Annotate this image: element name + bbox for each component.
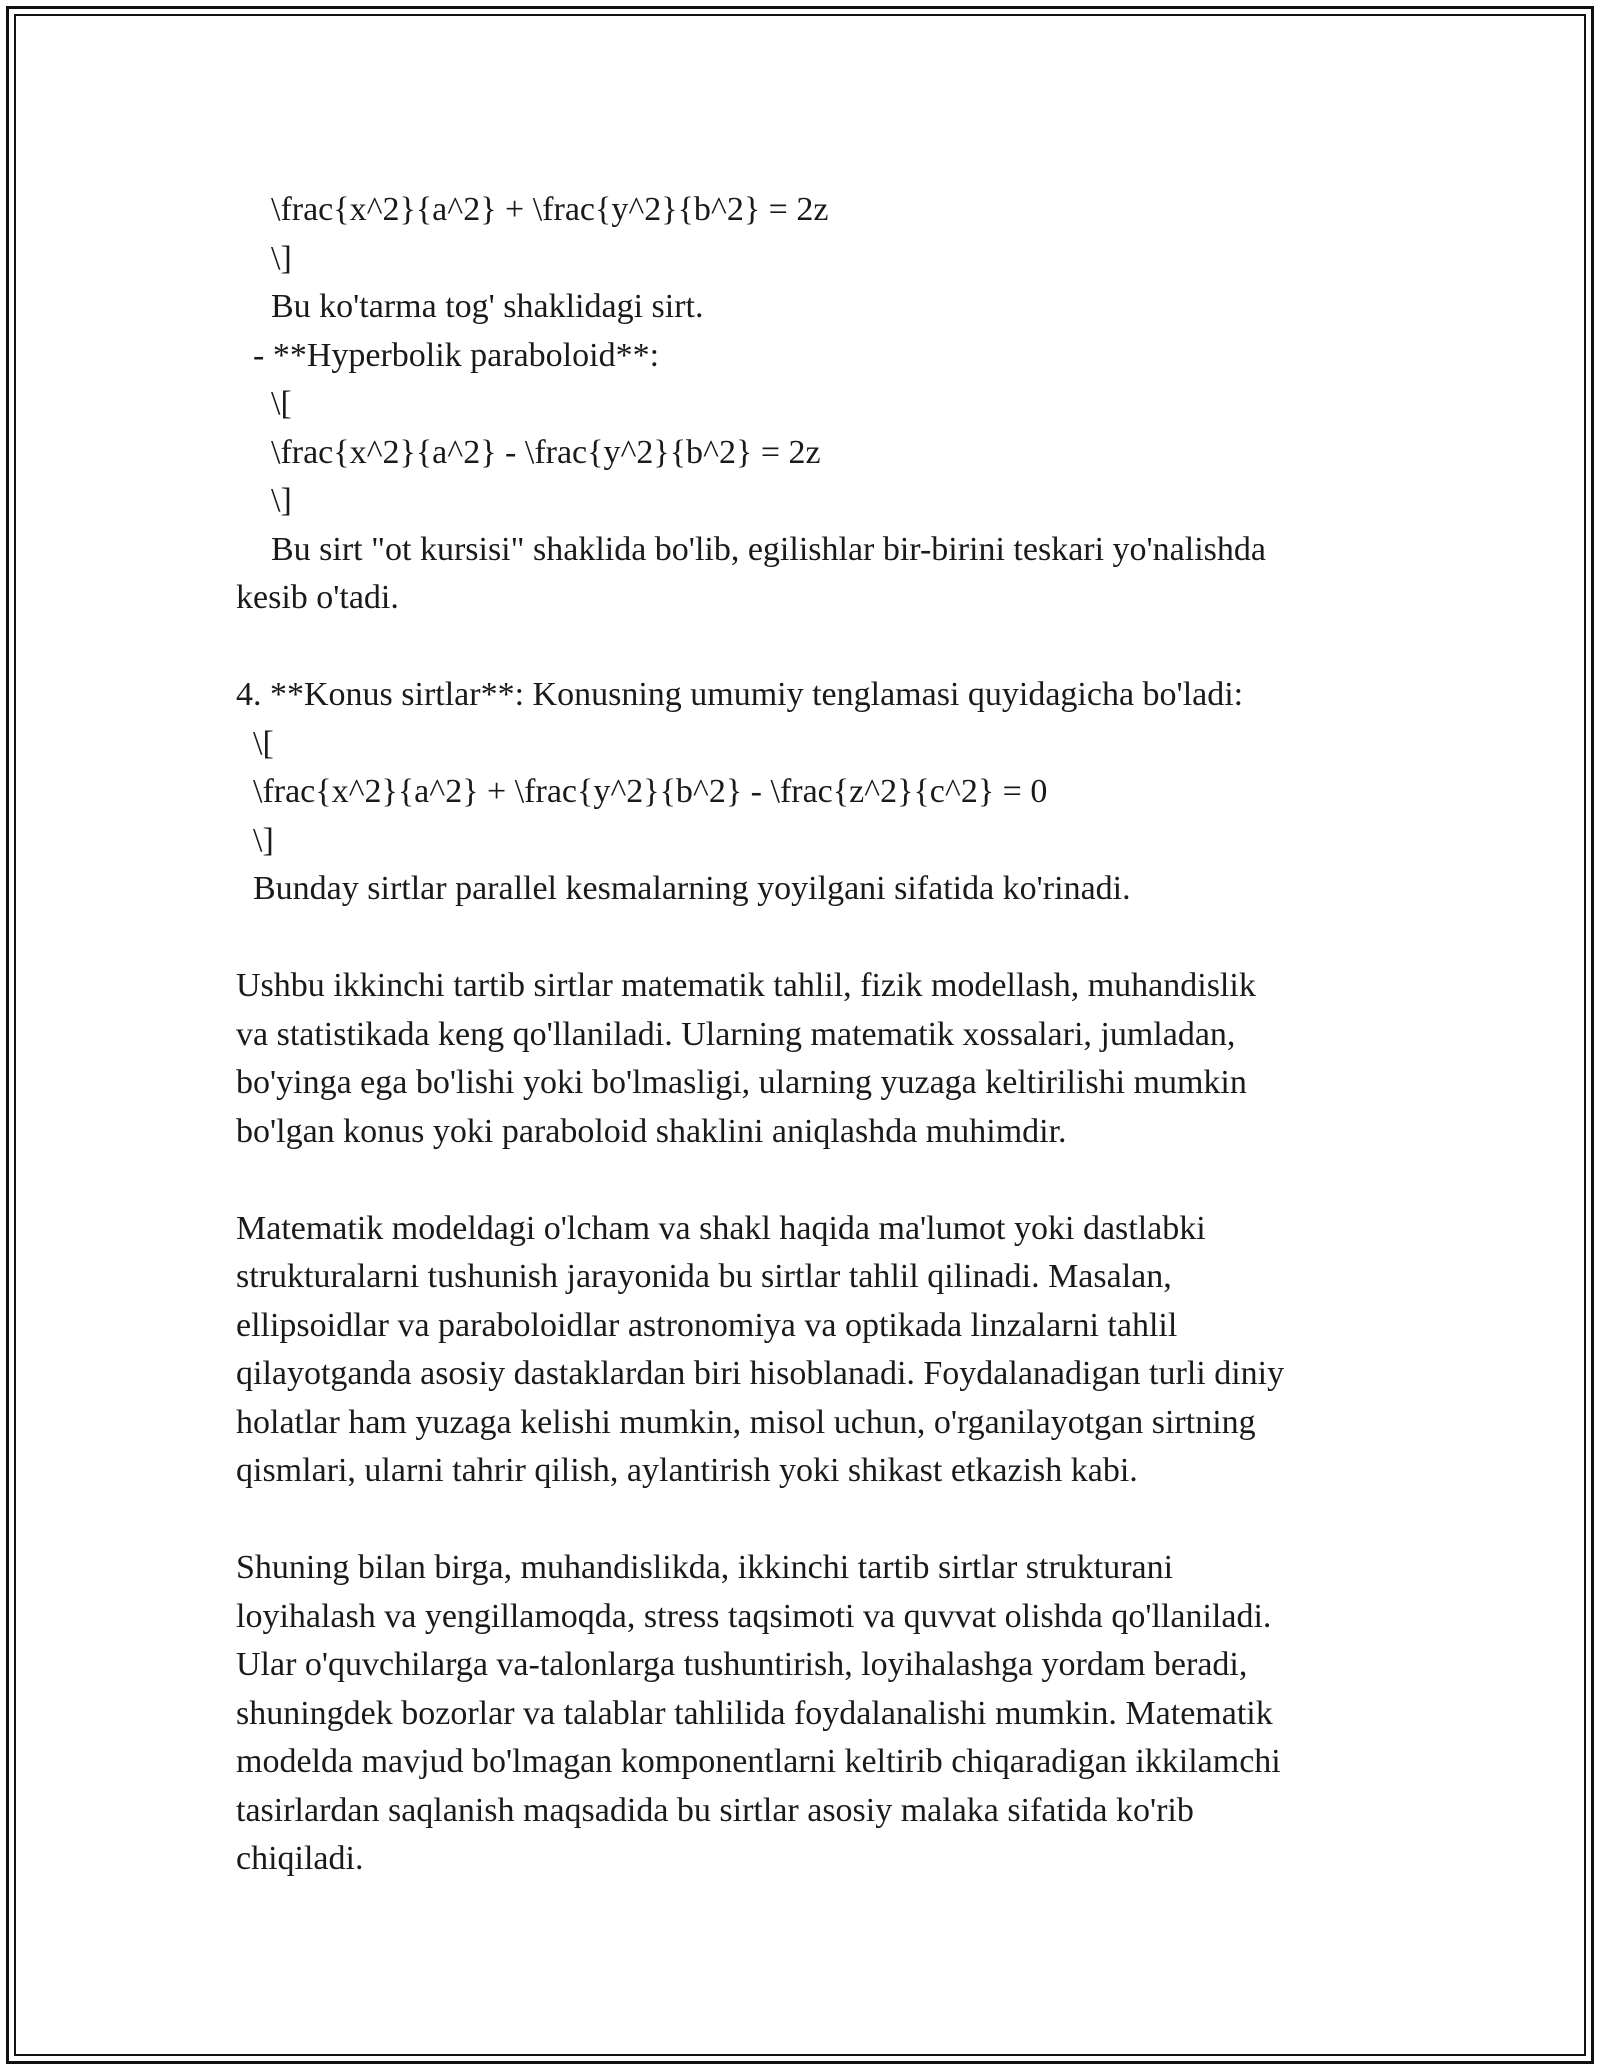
elliptic-paraboloid-description: Bu ko'tarma tog' shaklidagi sirt. <box>271 288 704 325</box>
paragraph-line: bo'yinga ega bo'lishi yoki bo'lmasligi, ularning yuzaga keltirilishi mumkin <box>236 1064 1247 1101</box>
paragraph-engineering <box>236 1544 1386 1884</box>
paragraph-model-analysis <box>236 1205 1386 1496</box>
hyperbolic-paraboloid-formula: \frac{x^2}{a^2} - \frac{y^2}{b^2} = 2z <box>271 433 821 471</box>
paragraph-line: Matematik modeldagi o'lcham va shakl haqida ma'lumot yoki dastlabki <box>236 1209 1206 1247</box>
cone-formula: \frac{x^2}{a^2} + \frac{y^2}{b^2} - \frac{z^2}{c^2} = 0 <box>253 773 1048 810</box>
paragraph-line: bo'lgan konus yoki paraboloid shaklini aniqlashda muhimdir. <box>236 1112 1067 1150</box>
paragraph-line: chiqiladi. <box>236 1840 364 1877</box>
paragraph-line: ellipsoidlar va paraboloidlar astronomiya va optikada linzalarni tahlil <box>236 1306 1178 1344</box>
spacer <box>236 1156 1386 1205</box>
paragraph-line: modelda mavjud bo'lmagan komponentlarni keltirib chiqaradigan ikkilamchi <box>236 1743 1281 1780</box>
paragraph-line: tasirlardan saqlanish maqsadida bu sirtlar asosiy malaka sifatida ko'rib <box>236 1791 1194 1829</box>
cone-description: Bunday sirtlar parallel kesmalarning yoyilgani sifatida ko'rinadi. <box>253 870 1131 907</box>
paragraph-line: strukturalarni tushunish jarayonida bu sirtlar tahlil qilinadi. Masalan, <box>236 1258 1172 1295</box>
paragraph-line: Shuning bilan birga, muhandislikda, ikkinchi tartib sirtlar strukturani <box>236 1549 1174 1586</box>
paraboloid-section <box>236 186 1386 623</box>
spacer <box>236 914 1386 963</box>
paragraph-line: va statistikada keng qo'llaniladi. Ularning matematik xossalari, jumladan, <box>236 1015 1236 1053</box>
paragraph-line: holatlar ham yuzaga kelishi mumkin, misol uchun, o'rganilayotgan sirtning <box>236 1403 1256 1441</box>
formula-open-bracket: \[ <box>271 385 292 422</box>
hyperbolic-paraboloid-description: Bu sirt "ot kursisi" shaklida bo'lib, egilishlar bir-birini teskari yo'nalishda <box>271 530 1266 568</box>
spacer <box>236 1496 1386 1545</box>
paragraph-line: shuningdek bozorlar va talablar tahlilida foydalanalishi mumkin. Matematik <box>236 1694 1273 1732</box>
formula-open-bracket: \[ <box>253 724 274 762</box>
paragraph-line: qismlari, ularni tahrir qilish, aylantirish yoki shikast etkazish kabi. <box>236 1452 1138 1489</box>
spacer <box>236 623 1386 672</box>
paragraph-applications <box>236 962 1386 1156</box>
elliptic-paraboloid-formula: \frac{x^2}{a^2} + \frac{y^2}{b^2} = 2z <box>271 191 829 228</box>
cone-section <box>236 671 1386 914</box>
paragraph-line: qilayotganda asosiy dastaklardan biri hisoblanadi. Foydalanadigan turli diniy <box>236 1355 1285 1392</box>
hyperbolic-paraboloid-description-cont: kesib o'tadi. <box>236 579 399 616</box>
formula-close-bracket: \] <box>253 821 274 859</box>
paragraph-line: loyihalash va yengillamoqda, stress taqsimoti va quvvat olishda qo'llaniladi. <box>236 1597 1272 1635</box>
cone-heading: 4. **Konus sirtlar**: Konusning umumiy tenglamasi quyidagicha bo'ladi: <box>236 676 1244 713</box>
formula-close-bracket: \] <box>271 239 292 277</box>
paragraph-line: Ushbu ikkinchi tartib sirtlar matematik tahlil, fizik modellash, muhandislik <box>236 967 1256 1004</box>
paragraph-line: Ular o'quvchilarga va-talonlarga tushuntirish, loyihalashga yordam beradi, <box>236 1646 1248 1683</box>
document-body <box>236 186 1386 1884</box>
formula-close-bracket: \] <box>271 482 292 519</box>
hyperbolic-paraboloid-heading: - **Hyperbolik paraboloid**: <box>253 336 660 374</box>
